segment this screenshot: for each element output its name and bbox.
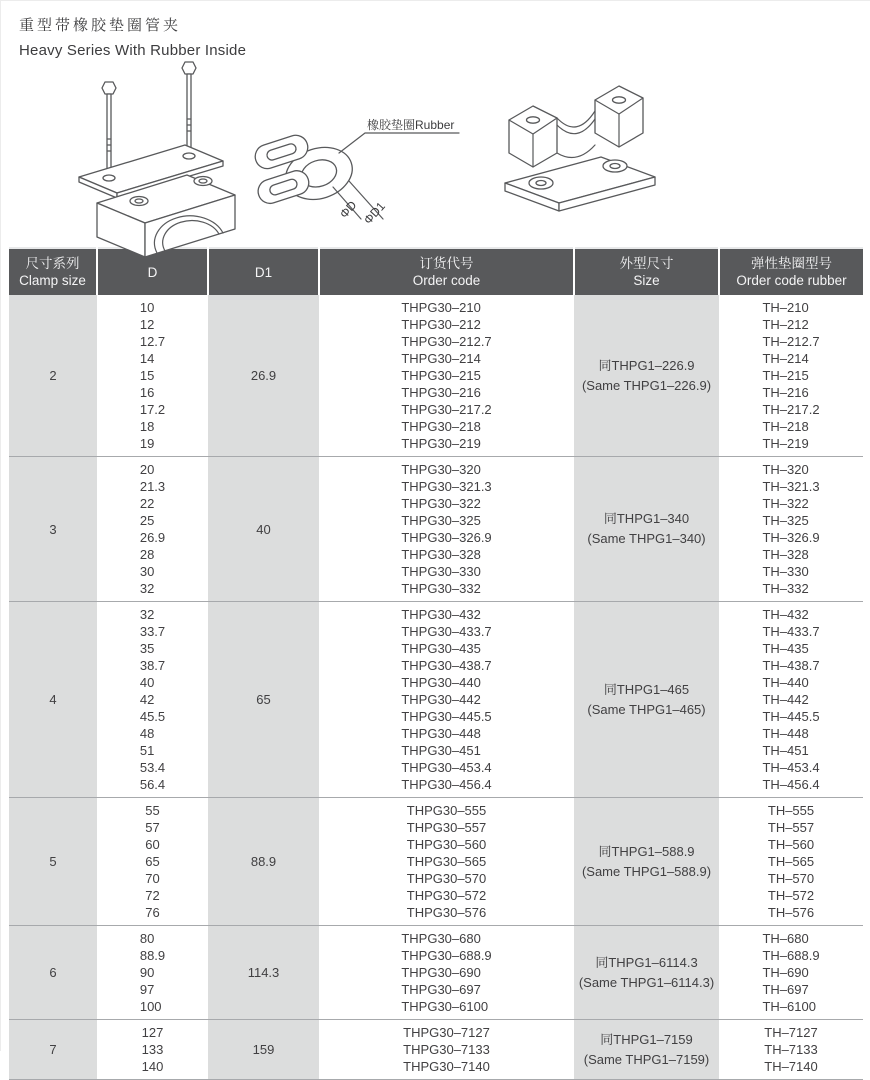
- page-title-chinese: 重型带橡胶垫圈管夹: [19, 17, 182, 34]
- d-value: 26.9: [139, 530, 166, 545]
- order-codes-cell: [319, 1020, 574, 1080]
- d-value: 65: [145, 854, 160, 869]
- clamp-and-plate-drawing: [493, 65, 673, 227]
- table-row: [9, 295, 863, 457]
- size-cell: [574, 798, 719, 926]
- rubber-code: TH–451: [762, 743, 809, 758]
- order-code: THPG30–214: [401, 351, 481, 366]
- d-value: 12.7: [139, 334, 166, 349]
- rubber-codes-cell: [719, 295, 863, 457]
- size-zh: 同THPG1–6114.3: [595, 954, 698, 970]
- order-code: THPG30–456.4: [401, 777, 492, 792]
- order-code: THPG30–435: [401, 641, 481, 656]
- order-code: THPG30–557: [406, 820, 487, 835]
- order-code: THPG30–565: [406, 854, 487, 869]
- rubber-code: TH–7140: [764, 1059, 818, 1074]
- rubber-code: TH–332: [762, 581, 809, 596]
- header-rubber-code-en: Order code rubber: [736, 273, 847, 288]
- rubber-code: TH–326.9: [762, 530, 820, 545]
- spec-table: [9, 247, 863, 1080]
- size-cell: [574, 1020, 719, 1080]
- d-value: 16: [139, 385, 155, 400]
- order-code: THPG30–330: [401, 564, 481, 579]
- d-value: 88.9: [139, 948, 166, 963]
- clamp-size-cell: 7: [9, 1020, 97, 1080]
- rubber-code: TH–680: [762, 931, 809, 946]
- d-value: 33.7: [139, 624, 166, 639]
- d-value: 19: [139, 436, 155, 451]
- header-order-code-en: Order code: [412, 273, 481, 288]
- rubber-code: TH–445.5: [762, 709, 820, 724]
- order-code: THPG30–210: [401, 300, 481, 315]
- rubber-code: TH–322: [762, 496, 809, 511]
- clamp-size-cell: 4: [9, 602, 97, 798]
- order-code: THPG30–451: [401, 743, 481, 758]
- rubber-code: TH–432: [762, 607, 809, 622]
- order-codes-cell: [319, 457, 574, 602]
- rubber-code: TH–442: [762, 692, 809, 707]
- order-code: THPG30–212.7: [401, 334, 492, 349]
- d-values-cell: [97, 798, 208, 926]
- rubber-code: TH–218: [762, 419, 809, 434]
- rubber-codes-cell: [719, 926, 863, 1020]
- order-code: THPG30–218: [401, 419, 481, 434]
- size-zh: 同THPG1–340: [603, 511, 690, 526]
- d-value: 80: [139, 931, 155, 946]
- d-values-cell: [97, 295, 208, 457]
- table-row: [9, 926, 863, 1020]
- rubber-code: TH–212: [762, 317, 809, 332]
- rubber-code: TH–321.3: [762, 479, 820, 494]
- d-value: 100: [139, 999, 162, 1014]
- rubber-code: TH–576: [767, 905, 815, 920]
- rubber-code: TH–328: [762, 547, 809, 562]
- clamp-size-cell: 5: [9, 798, 97, 926]
- rubber-label: 橡胶垫圈Rubber: [367, 118, 455, 132]
- size-en: (Same THPG1–7159): [583, 1051, 710, 1067]
- rubber-code: TH–440: [762, 675, 809, 690]
- d-value: 127: [141, 1025, 164, 1040]
- header-clamp-size-zh: 尺寸系列: [25, 256, 80, 271]
- d-value: 20: [139, 462, 155, 477]
- order-code: THPG30–217.2: [401, 402, 492, 417]
- rubber-code: TH–7133: [764, 1042, 818, 1057]
- exploded-clamp-drawing: [39, 61, 289, 273]
- d1-cell: 114.3: [208, 926, 319, 1020]
- order-code: THPG30–215: [401, 368, 481, 383]
- d1-cell: 40: [208, 457, 319, 602]
- order-codes-cell: [319, 295, 574, 457]
- table-row: [9, 798, 863, 926]
- d-value: 14: [139, 351, 155, 366]
- rubber-code: TH–560: [767, 837, 815, 852]
- rubber-codes-cell: [719, 1020, 863, 1080]
- d-value: 97: [139, 982, 155, 997]
- order-code: THPG30–7127: [403, 1025, 490, 1040]
- rubber-code: TH–7127: [764, 1025, 818, 1040]
- rubber-code: TH–697: [762, 982, 809, 997]
- size-en: (Same THPG1–226.9): [581, 377, 712, 393]
- d1-cell: 159: [208, 1020, 319, 1080]
- header-size-en: Size: [633, 273, 660, 288]
- rubber-code: TH–690: [762, 965, 809, 980]
- rubber-code: TH–448: [762, 726, 809, 741]
- rubber-code: TH–219: [762, 436, 809, 451]
- d-value: 55: [145, 803, 160, 818]
- d-value: 42: [139, 692, 155, 707]
- size-cell: [574, 602, 719, 798]
- order-code: THPG30–576: [406, 905, 487, 920]
- d-value: 140: [141, 1059, 164, 1074]
- order-code: THPG30–320: [401, 462, 481, 477]
- size-en: (Same THPG1–588.9): [581, 863, 712, 879]
- d1-cell: 26.9: [208, 295, 319, 457]
- d-value: 76: [145, 905, 160, 920]
- d-value: 32: [139, 581, 155, 596]
- rubber-code: TH–572: [767, 888, 815, 903]
- d-value: 30: [139, 564, 155, 579]
- d-value: 53.4: [139, 760, 166, 775]
- d-values-cell: [97, 457, 208, 602]
- d-value: 90: [139, 965, 155, 980]
- size-cell: [574, 926, 719, 1020]
- d1-cell: 65: [208, 602, 319, 798]
- order-code: THPG30–6100: [401, 999, 489, 1014]
- clamp-size-cell: 2: [9, 295, 97, 457]
- rubber-code: TH–555: [767, 803, 815, 818]
- size-en: (Same THPG1–340): [587, 531, 706, 546]
- d-value: 38.7: [139, 658, 166, 673]
- order-code: THPG30–697: [401, 982, 481, 997]
- rubber-ring-drawing: [253, 103, 465, 233]
- order-code: THPG30–440: [401, 675, 481, 690]
- rubber-code: TH–217.2: [762, 402, 820, 417]
- table-body: [9, 295, 863, 1080]
- rubber-codes-cell: [719, 457, 863, 602]
- rubber-code: TH–214: [762, 351, 809, 366]
- d-value: 133: [141, 1042, 164, 1057]
- order-code: THPG30–448: [401, 726, 481, 741]
- order-code: THPG30–442: [401, 692, 481, 707]
- table-row: [9, 457, 863, 602]
- d-value: 35: [139, 641, 155, 656]
- rubber-code: TH–438.7: [762, 658, 820, 673]
- d-value: 17.2: [139, 402, 166, 417]
- page-header: [1, 1, 870, 59]
- order-code: THPG30–325: [401, 513, 481, 528]
- dim-d-label: ΦD: [336, 198, 360, 222]
- order-code: THPG30–438.7: [401, 658, 492, 673]
- technical-drawings: [1, 63, 870, 241]
- d-value: 18: [139, 419, 155, 434]
- size-en: (Same THPG1–465): [587, 701, 706, 717]
- dim-d1-label: ΦD1: [360, 199, 388, 228]
- order-code: THPG30–7140: [403, 1059, 490, 1074]
- clamp-size-cell: 3: [9, 457, 97, 602]
- header-order-code: [319, 248, 574, 295]
- rubber-code: TH–565: [767, 854, 815, 869]
- order-code: THPG30–433.7: [401, 624, 492, 639]
- table-row: [9, 602, 863, 798]
- order-code: THPG30–212: [401, 317, 481, 332]
- order-code: THPG30–332: [401, 581, 481, 596]
- order-code: THPG30–326.9: [401, 530, 492, 545]
- order-code: THPG30–322: [401, 496, 481, 511]
- order-codes-cell: [319, 926, 574, 1020]
- d-value: 56.4: [139, 777, 166, 792]
- d-value: 32: [139, 607, 155, 622]
- order-code: THPG30–560: [406, 837, 487, 852]
- rubber-code: TH–330: [762, 564, 809, 579]
- size-en: (Same THPG1–6114.3): [578, 974, 715, 990]
- rubber-code: TH–688.9: [762, 948, 820, 963]
- rubber-code: TH–435: [762, 641, 809, 656]
- rubber-code: TH–433.7: [762, 624, 820, 639]
- rubber-code: TH–456.4: [762, 777, 820, 792]
- d-values-cell: [97, 602, 208, 798]
- order-code: THPG30–7133: [403, 1042, 490, 1057]
- d-values-cell: [97, 1020, 208, 1080]
- d-values-cell: [97, 926, 208, 1020]
- size-cell: [574, 295, 719, 457]
- d-value: 22: [139, 496, 155, 511]
- header-rubber-code: [719, 248, 863, 295]
- order-code: THPG30–328: [401, 547, 481, 562]
- d-value: 45.5: [139, 709, 166, 724]
- order-code: THPG30–680: [401, 931, 481, 946]
- d-value: 10: [139, 300, 155, 315]
- rubber-codes-cell: [719, 798, 863, 926]
- d-value: 70: [145, 871, 160, 886]
- order-code: THPG30–445.5: [401, 709, 492, 724]
- d-value: 21.3: [139, 479, 166, 494]
- order-code: THPG30–690: [401, 965, 481, 980]
- header-clamp-size-en: Clamp size: [19, 273, 86, 288]
- size-zh: 同THPG1–588.9: [598, 843, 695, 859]
- header-rubber-code-zh: 弹性垫圈型号: [751, 256, 832, 271]
- header-size-zh: 外型尺寸: [619, 256, 674, 271]
- d-value: 25: [139, 513, 155, 528]
- order-code: THPG30–453.4: [401, 760, 492, 775]
- rubber-code: TH–557: [767, 820, 815, 835]
- order-code: THPG30–321.3: [401, 479, 492, 494]
- table-row: [9, 1020, 863, 1080]
- header-size: [574, 248, 719, 295]
- order-codes-cell: [319, 798, 574, 926]
- rubber-code: TH–325: [762, 513, 809, 528]
- size-zh: 同THPG1–7159: [600, 1031, 693, 1047]
- size-cell: [574, 457, 719, 602]
- d-value: 57: [145, 820, 160, 835]
- order-code: THPG30–219: [401, 436, 481, 451]
- d1-cell: 88.9: [208, 798, 319, 926]
- d-value: 60: [145, 837, 160, 852]
- rubber-code: TH–6100: [762, 999, 816, 1014]
- rubber-code: TH–212.7: [762, 334, 820, 349]
- order-code: THPG30–572: [406, 888, 487, 903]
- rubber-code: TH–210: [762, 300, 809, 315]
- d-value: 48: [139, 726, 155, 741]
- header-d1-label: D1: [254, 264, 273, 280]
- rubber-code: TH–453.4: [762, 760, 820, 775]
- rubber-code: TH–215: [762, 368, 809, 383]
- order-code: THPG30–570: [406, 871, 487, 886]
- rubber-codes-cell: [719, 602, 863, 798]
- order-code: THPG30–432: [401, 607, 481, 622]
- header-d-label: D: [147, 264, 158, 280]
- d-value: 72: [145, 888, 160, 903]
- order-codes-cell: [319, 602, 574, 798]
- size-zh: 同THPG1–226.9: [598, 357, 695, 373]
- page-title-english: Heavy Series With Rubber Inside: [19, 42, 247, 59]
- d-value: 51: [139, 743, 155, 758]
- rubber-code: TH–570: [767, 871, 815, 886]
- d-value: 40: [139, 675, 155, 690]
- order-code: THPG30–555: [406, 803, 487, 818]
- header-order-code-zh: 订货代号: [419, 256, 474, 271]
- d-value: 15: [139, 368, 155, 383]
- rubber-code: TH–216: [762, 385, 809, 400]
- size-zh: 同THPG1–465: [603, 681, 690, 697]
- order-code: THPG30–688.9: [401, 948, 492, 963]
- rubber-code: TH–320: [762, 462, 809, 477]
- clamp-size-cell: 6: [9, 926, 97, 1020]
- order-code: THPG30–216: [401, 385, 481, 400]
- d-value: 28: [139, 547, 155, 562]
- d-value: 12: [139, 317, 155, 332]
